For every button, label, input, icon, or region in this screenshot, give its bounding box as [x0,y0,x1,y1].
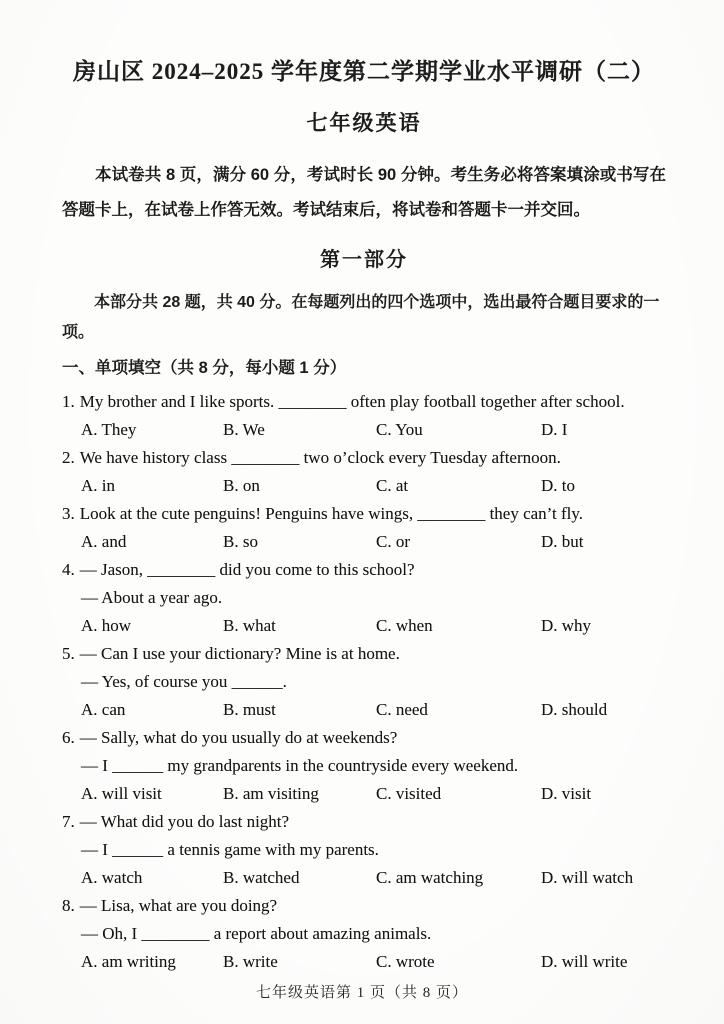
option: A. will visit [81,784,162,803]
option: C. when [376,616,433,635]
question-text: — About a year ago. [81,588,223,607]
option: B. am visiting [223,784,319,803]
question-line [62,444,666,472]
option: A. in [81,476,115,495]
question-number: 1. [62,392,75,411]
option: B. watched [223,868,300,887]
question-line [62,892,666,920]
option: B. what [223,616,276,635]
question-line [62,668,666,696]
page-subtitle: 七年级英语 [306,111,422,135]
option: A. They [81,420,137,439]
question-line [62,836,666,864]
question-line [62,752,666,780]
question-text: — I ______ a tennis game with my parents. [81,840,379,859]
options-row [62,780,666,808]
question-line [62,584,666,612]
question-number: 7. [62,812,75,831]
option: C. You [376,420,423,439]
question-text: — Yes, of course you ______. [81,672,287,691]
question [62,808,666,892]
question-number: 5. [62,644,75,663]
question-text: Look at the cute penguins! Penguins have wings, ________ they can’t fly. [79,504,584,523]
question-text: — What did you do last night? [79,812,290,831]
question [62,892,666,976]
question-text: — Sally, what do you usually do at weekends? [79,728,398,747]
option: C. or [376,532,410,551]
question-text: — Can I use your dictionary? Mine is at home. [79,644,400,663]
question-number: 4. [62,560,75,579]
page-title: 房山区 2024–2025 学年度第二学期学业水平调研（二） [73,59,655,84]
question-number: 6. [62,728,75,747]
question-text: — Lisa, what are you doing? [79,896,278,915]
question-text: My brother and I like sports. ________ often play football together after school. [79,392,625,411]
question [62,640,666,724]
part-one-heading: 第一部分 [320,249,408,271]
option: B. We [223,420,265,439]
question-text: — Jason, ________ did you come to this school? [79,560,415,579]
question-line [62,556,666,584]
option: C. at [376,476,409,495]
options-row [62,416,666,444]
option: C. need [376,700,428,719]
question-line [62,640,666,668]
option: A. watch [81,868,143,887]
question-number: 8. [62,896,75,915]
options-row [62,612,666,640]
question-line [62,500,666,528]
option: A. and [81,532,127,551]
option: B. must [223,700,276,719]
option: B. so [223,532,258,551]
section-one-heading: 一、单项填空（共 8 分，每小题 1 分） [62,359,347,377]
option: C. visited [376,784,442,803]
question-text: — I ______ my grandparents in the countryside every weekend. [81,756,519,775]
question-line [62,724,666,752]
question [62,556,666,640]
question-line [62,808,666,836]
options-row [62,472,666,500]
option: D. will watch [541,868,634,887]
question-line [62,388,666,416]
question [62,500,666,556]
question-line [62,920,666,948]
option: D. I [541,420,568,439]
option: C. am watching [376,868,484,887]
option: C. wrote [376,952,435,971]
option: D. why [541,616,592,635]
options-row [62,948,666,976]
option: D. visit [541,784,592,803]
question-text: We have history class ________ two o’clock every Tuesday afternoon. [79,448,561,467]
option: A. how [81,616,132,635]
question-text: — Oh, I ________ a report about amazing animals. [81,924,432,943]
options-row [62,528,666,556]
question [62,444,666,500]
option: A. can [81,700,126,719]
question [62,388,666,444]
part-one-instruction: 本部分共 28 题，共 40 分。在每题列出的四个选项中，选出最符合题目要求的一项。 [62,294,660,341]
question [62,724,666,808]
option: D. to [541,476,575,495]
option: D. but [541,532,584,551]
question-number: 3. [62,504,75,523]
exam-instructions: 本试卷共 8 页，满分 60 分，考试时长 90 分钟。考生务必将答案填涂或书写在答题卡上，在试卷上作答无效。考试结束后，将试卷和答题卡一并交回。 [62,166,666,219]
page-footer: 七年级英语第 1 页（共 8 页） [255,985,468,1001]
option: B. on [223,476,260,495]
option: D. should [541,700,608,719]
question-number: 2. [62,448,75,467]
options-row [62,696,666,724]
option: A. am writing [81,952,176,971]
option: B. write [223,952,278,971]
options-row [62,864,666,892]
option: D. will write [541,952,628,971]
questions [62,388,666,976]
